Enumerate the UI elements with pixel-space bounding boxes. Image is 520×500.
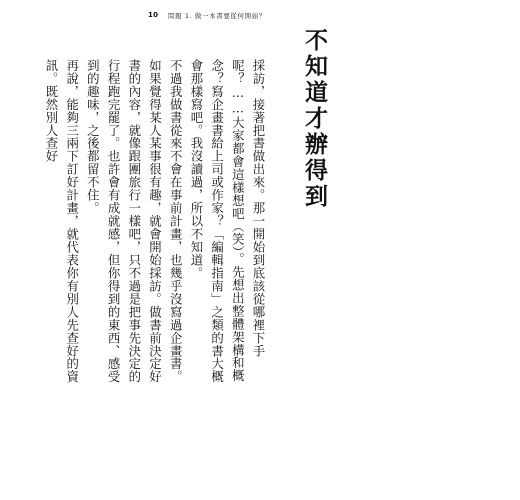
paragraph: 採訪，接著把書做出來。那一開始到底該從哪裡下手呢？……大家都會這樣想吧（笑）。先想出整體架構和概念？寫企畫書給上司或作家？「編輯指南」之類的書大概會那樣寫吧。我沒讀過，所以不知道。 bbox=[188, 59, 266, 384]
paragraph: 不過我做書從來不會在事前計畫，也幾乎沒寫過企畫書。如果覺得某人某事很有趣，就會開始採訪。做書前決定好書的內容，就像跟團旅行一樣吧，只不過是把事先決定的行程跑完罷了。也許會有成就感，但你得到的東西、感受到的趣味，之後都留不住。 bbox=[85, 59, 184, 384]
section-title: 不知道才辦得到 bbox=[301, 28, 327, 210]
paragraph: 再說，能夠三兩下訂好計畫，就代表你有別人先查好的資訊。既然別人查好 bbox=[43, 59, 80, 384]
body-text bbox=[40, 59, 268, 392]
page-number: 10 bbox=[148, 11, 159, 19]
running-header: 問題 1. 做一本書要從何開始？ bbox=[168, 12, 266, 20]
